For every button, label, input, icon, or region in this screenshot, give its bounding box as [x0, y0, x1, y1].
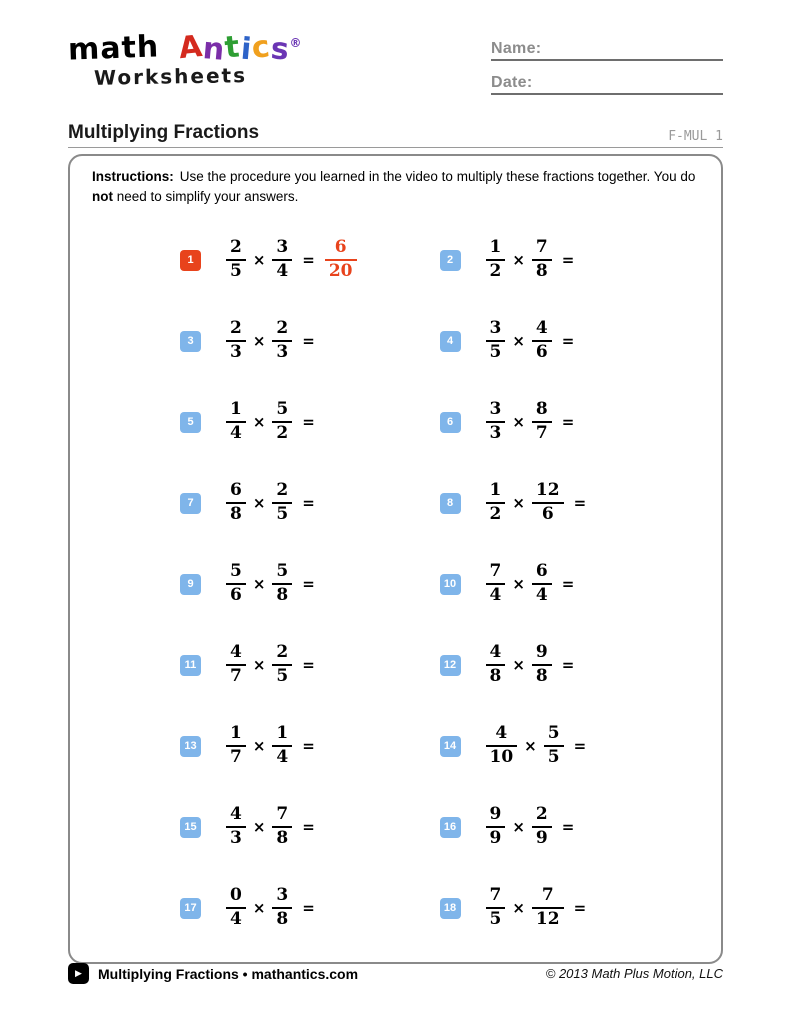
- first-fraction: [226, 886, 246, 929]
- fraction-denominator: 9: [535, 828, 548, 848]
- fraction-numerator: 2: [272, 481, 292, 504]
- worksheet-code: F-MUL 1: [668, 129, 723, 144]
- logo-antics-word: [176, 28, 291, 68]
- logo-worksheets-word: Worksheets: [93, 63, 248, 90]
- problem-number-badge: 13: [180, 736, 201, 757]
- fraction-denominator: 8: [276, 585, 289, 605]
- equals-sign: =: [302, 251, 315, 269]
- second-fraction: [532, 238, 552, 281]
- equals-sign: =: [302, 332, 315, 350]
- problem-number-badge: 7: [180, 493, 201, 514]
- problem-item: [440, 886, 700, 929]
- second-fraction: [532, 562, 552, 605]
- problem-number-badge: 17: [180, 898, 201, 919]
- second-fraction: [532, 319, 552, 362]
- multiply-icon: ×: [512, 332, 525, 350]
- date-label: Date:: [491, 74, 533, 91]
- problem-number-badge: 14: [440, 736, 461, 757]
- fraction-denominator: 6: [535, 342, 548, 362]
- fraction-denominator: 10: [489, 747, 514, 767]
- multiply-icon: ×: [512, 575, 525, 593]
- fraction-denominator: 9: [489, 828, 502, 848]
- first-fraction: [226, 643, 246, 686]
- fraction-numerator: 9: [532, 643, 552, 666]
- equals-sign: =: [561, 251, 575, 269]
- equals-sign: =: [561, 575, 575, 593]
- fraction-numerator: 7: [486, 886, 506, 909]
- worksheet-box: [68, 154, 723, 964]
- fraction-denominator: 6: [230, 585, 242, 605]
- first-fraction: [486, 724, 518, 767]
- problem-number-badge: 6: [440, 412, 461, 433]
- problem-item: [180, 562, 440, 605]
- fraction-numerator: 2: [226, 319, 246, 342]
- instructions-label: Instructions:: [92, 169, 174, 184]
- fraction-denominator: 2: [489, 261, 502, 281]
- fraction-denominator: 4: [276, 261, 289, 281]
- date-field: [491, 74, 723, 95]
- first-fraction: [486, 481, 506, 524]
- multiply-icon: ×: [252, 251, 266, 269]
- answer-fraction: [325, 238, 357, 281]
- fraction-denominator: 5: [489, 909, 502, 929]
- fraction-denominator: 7: [230, 747, 242, 767]
- problem-item: [180, 400, 440, 443]
- fraction-denominator: 8: [535, 261, 548, 281]
- equals-sign: =: [302, 413, 315, 431]
- math-antics-logo: [67, 28, 303, 90]
- multiply-icon: ×: [512, 899, 525, 917]
- fraction-numerator: 1: [486, 238, 506, 261]
- fraction-numerator: 7: [272, 805, 292, 828]
- second-fraction: [272, 562, 292, 605]
- name-date-fields: [491, 34, 723, 108]
- multiply-icon: ×: [524, 737, 537, 755]
- fraction-numerator: 7: [532, 886, 564, 909]
- play-icon: ▶: [68, 963, 89, 984]
- second-fraction: [532, 481, 564, 524]
- footer: [68, 963, 723, 984]
- fraction-numerator: 3: [486, 319, 506, 342]
- copyright-text: © 2013 Math Plus Motion, LLC: [545, 966, 723, 981]
- problems-grid: [92, 220, 699, 949]
- first-fraction: [486, 805, 506, 848]
- problem-item: [440, 562, 700, 605]
- first-fraction: [486, 238, 506, 281]
- fraction-numerator: 1: [226, 724, 246, 747]
- multiply-icon: ×: [512, 413, 525, 431]
- fraction-numerator: 12: [532, 481, 564, 504]
- fraction-numerator: 5: [544, 724, 564, 747]
- problem-number-badge: 10: [440, 574, 461, 595]
- second-fraction: [532, 886, 564, 929]
- logo-letter: t: [223, 29, 243, 66]
- fraction-denominator: 4: [230, 423, 242, 443]
- equals-sign: =: [302, 899, 315, 917]
- second-fraction: [272, 481, 292, 524]
- equals-sign: =: [561, 332, 575, 350]
- header: [67, 28, 723, 108]
- multiply-icon: ×: [512, 494, 525, 512]
- fraction-numerator: 3: [272, 886, 292, 909]
- fraction-numerator: 2: [272, 643, 292, 666]
- instructions-bold-word: not: [92, 189, 113, 205]
- problem-item: [180, 481, 440, 524]
- page-title: Multiplying Fractions: [68, 122, 260, 143]
- fraction-numerator: 6: [532, 562, 552, 585]
- fraction-denominator: 4: [276, 747, 289, 767]
- fraction-denominator: 7: [535, 423, 548, 443]
- multiply-icon: ×: [252, 494, 266, 512]
- problem-item: [440, 805, 700, 848]
- answer-denominator: 20: [328, 261, 353, 281]
- fraction-denominator: 4: [489, 585, 502, 605]
- fraction-numerator: 0: [226, 886, 246, 909]
- problem-item: [440, 643, 700, 686]
- fraction-numerator: 7: [532, 238, 552, 261]
- logo-letter: s: [269, 31, 291, 68]
- fraction-denominator: 3: [489, 423, 502, 443]
- problem-item: [440, 724, 700, 767]
- problem-item: [440, 238, 700, 281]
- first-fraction: [226, 481, 246, 524]
- problem-number-badge: 2: [440, 250, 461, 271]
- title-bar: [68, 122, 723, 148]
- equals-sign: =: [302, 494, 315, 512]
- multiply-icon: ×: [512, 818, 525, 836]
- first-fraction: [226, 238, 246, 281]
- first-fraction: [226, 400, 246, 443]
- logo-math-word: math: [67, 29, 160, 68]
- logo-letter: i: [239, 31, 254, 68]
- multiply-icon: ×: [252, 818, 266, 836]
- first-fraction: [226, 724, 246, 767]
- first-fraction: [226, 805, 246, 848]
- equals-sign: =: [561, 413, 575, 431]
- second-fraction: [272, 886, 292, 929]
- fraction-numerator: 3: [486, 400, 506, 423]
- fraction-numerator: 3: [272, 238, 292, 261]
- problem-number-badge: 4: [440, 331, 461, 352]
- fraction-numerator: 4: [226, 643, 246, 666]
- registered-trademark-mark: ®: [289, 36, 303, 50]
- fraction-numerator: 1: [486, 481, 506, 504]
- fraction-numerator: 1: [272, 724, 292, 747]
- fraction-numerator: 7: [486, 562, 506, 585]
- fraction-denominator: 4: [535, 585, 548, 605]
- fraction-numerator: 1: [226, 400, 246, 423]
- fraction-numerator: 4: [486, 643, 506, 666]
- fraction-denominator: 6: [541, 504, 554, 524]
- first-fraction: [226, 562, 246, 605]
- fraction-numerator: 5: [226, 562, 246, 585]
- problem-item: [440, 319, 700, 362]
- second-fraction: [532, 805, 552, 848]
- fraction-denominator: 2: [276, 423, 289, 443]
- fraction-denominator: 5: [547, 747, 560, 767]
- footer-title: Multiplying Fractions • mathantics.com: [98, 965, 359, 982]
- equals-sign: =: [561, 818, 575, 836]
- second-fraction: [272, 643, 292, 686]
- fraction-denominator: 5: [489, 342, 502, 362]
- first-fraction: [486, 643, 506, 686]
- multiply-icon: ×: [512, 251, 525, 269]
- fraction-denominator: 8: [489, 666, 502, 686]
- fraction-denominator: 3: [230, 828, 242, 848]
- logo-letter: c: [249, 29, 273, 66]
- logo-letter: n: [201, 31, 227, 68]
- equals-sign: =: [573, 737, 587, 755]
- second-fraction: [272, 238, 292, 281]
- problem-number-badge: 9: [180, 574, 201, 595]
- problem-number-badge: 15: [180, 817, 201, 838]
- instructions-body-1: Use the procedure you learned in the video to multiply these fractions together. You do: [179, 169, 696, 184]
- multiply-icon: ×: [252, 332, 266, 350]
- second-fraction: [272, 805, 292, 848]
- fraction-denominator: 5: [276, 504, 289, 524]
- logo-letter: A: [176, 28, 205, 67]
- fraction-numerator: 9: [486, 805, 506, 828]
- first-fraction: [226, 319, 246, 362]
- fraction-denominator: 5: [230, 261, 242, 281]
- problem-number-badge: 8: [440, 493, 461, 514]
- problem-item: [180, 643, 440, 686]
- name-field: [491, 40, 723, 61]
- fraction-numerator: 5: [272, 562, 292, 585]
- fraction-numerator: 2: [532, 805, 552, 828]
- first-fraction: [486, 562, 506, 605]
- multiply-icon: ×: [252, 575, 266, 593]
- fraction-denominator: 3: [230, 342, 242, 362]
- answer-numerator: 6: [325, 238, 357, 261]
- second-fraction: [544, 724, 564, 767]
- fraction-denominator: 12: [535, 909, 560, 929]
- fraction-numerator: 2: [226, 238, 246, 261]
- fraction-denominator: 4: [230, 909, 242, 929]
- fraction-numerator: 5: [272, 400, 292, 423]
- problem-item: [180, 238, 440, 281]
- name-label: Name:: [491, 40, 542, 57]
- problem-item: [180, 724, 440, 767]
- fraction-denominator: 8: [276, 909, 289, 929]
- equals-sign: =: [302, 737, 315, 755]
- instructions-text: [92, 167, 699, 208]
- equals-sign: =: [573, 494, 587, 512]
- equals-sign: =: [561, 656, 575, 674]
- problem-number-badge: 5: [180, 412, 201, 433]
- problem-item: [440, 400, 700, 443]
- logo-top-line: [67, 28, 303, 68]
- problem-item: [180, 805, 440, 848]
- first-fraction: [486, 400, 506, 443]
- equals-sign: =: [573, 899, 587, 917]
- fraction-denominator: 3: [276, 342, 289, 362]
- fraction-numerator: 4: [532, 319, 552, 342]
- problem-number-badge: 3: [180, 331, 201, 352]
- multiply-icon: ×: [252, 899, 266, 917]
- fraction-numerator: 2: [272, 319, 292, 342]
- fraction-numerator: 6: [226, 481, 246, 504]
- fraction-denominator: 2: [489, 504, 502, 524]
- second-fraction: [272, 319, 292, 362]
- first-fraction: [486, 319, 506, 362]
- problem-number-badge: 1: [180, 250, 201, 271]
- equals-sign: =: [302, 818, 315, 836]
- fraction-denominator: 8: [230, 504, 242, 524]
- equals-sign: =: [302, 575, 315, 593]
- footer-video-reference: [68, 963, 358, 984]
- problem-item: [180, 319, 440, 362]
- fraction-numerator: 8: [532, 400, 552, 423]
- problem-number-badge: 12: [440, 655, 461, 676]
- second-fraction: [272, 400, 292, 443]
- problem-number-badge: 11: [180, 655, 201, 676]
- problem-item: [440, 481, 700, 524]
- multiply-icon: ×: [252, 413, 266, 431]
- equals-sign: =: [302, 656, 315, 674]
- fraction-numerator: 4: [486, 724, 518, 747]
- fraction-denominator: 7: [230, 666, 242, 686]
- fraction-numerator: 4: [226, 805, 246, 828]
- second-fraction: [532, 400, 552, 443]
- multiply-icon: ×: [512, 656, 525, 674]
- fraction-denominator: 8: [535, 666, 548, 686]
- problem-number-badge: 16: [440, 817, 461, 838]
- multiply-icon: ×: [252, 737, 266, 755]
- first-fraction: [486, 886, 506, 929]
- second-fraction: [532, 643, 552, 686]
- problem-item: [180, 886, 440, 929]
- fraction-denominator: 5: [276, 666, 289, 686]
- fraction-denominator: 8: [276, 828, 289, 848]
- multiply-icon: ×: [252, 656, 266, 674]
- problem-number-badge: 18: [440, 898, 461, 919]
- instructions-body-2: need to simplify your answers.: [113, 189, 299, 205]
- second-fraction: [272, 724, 292, 767]
